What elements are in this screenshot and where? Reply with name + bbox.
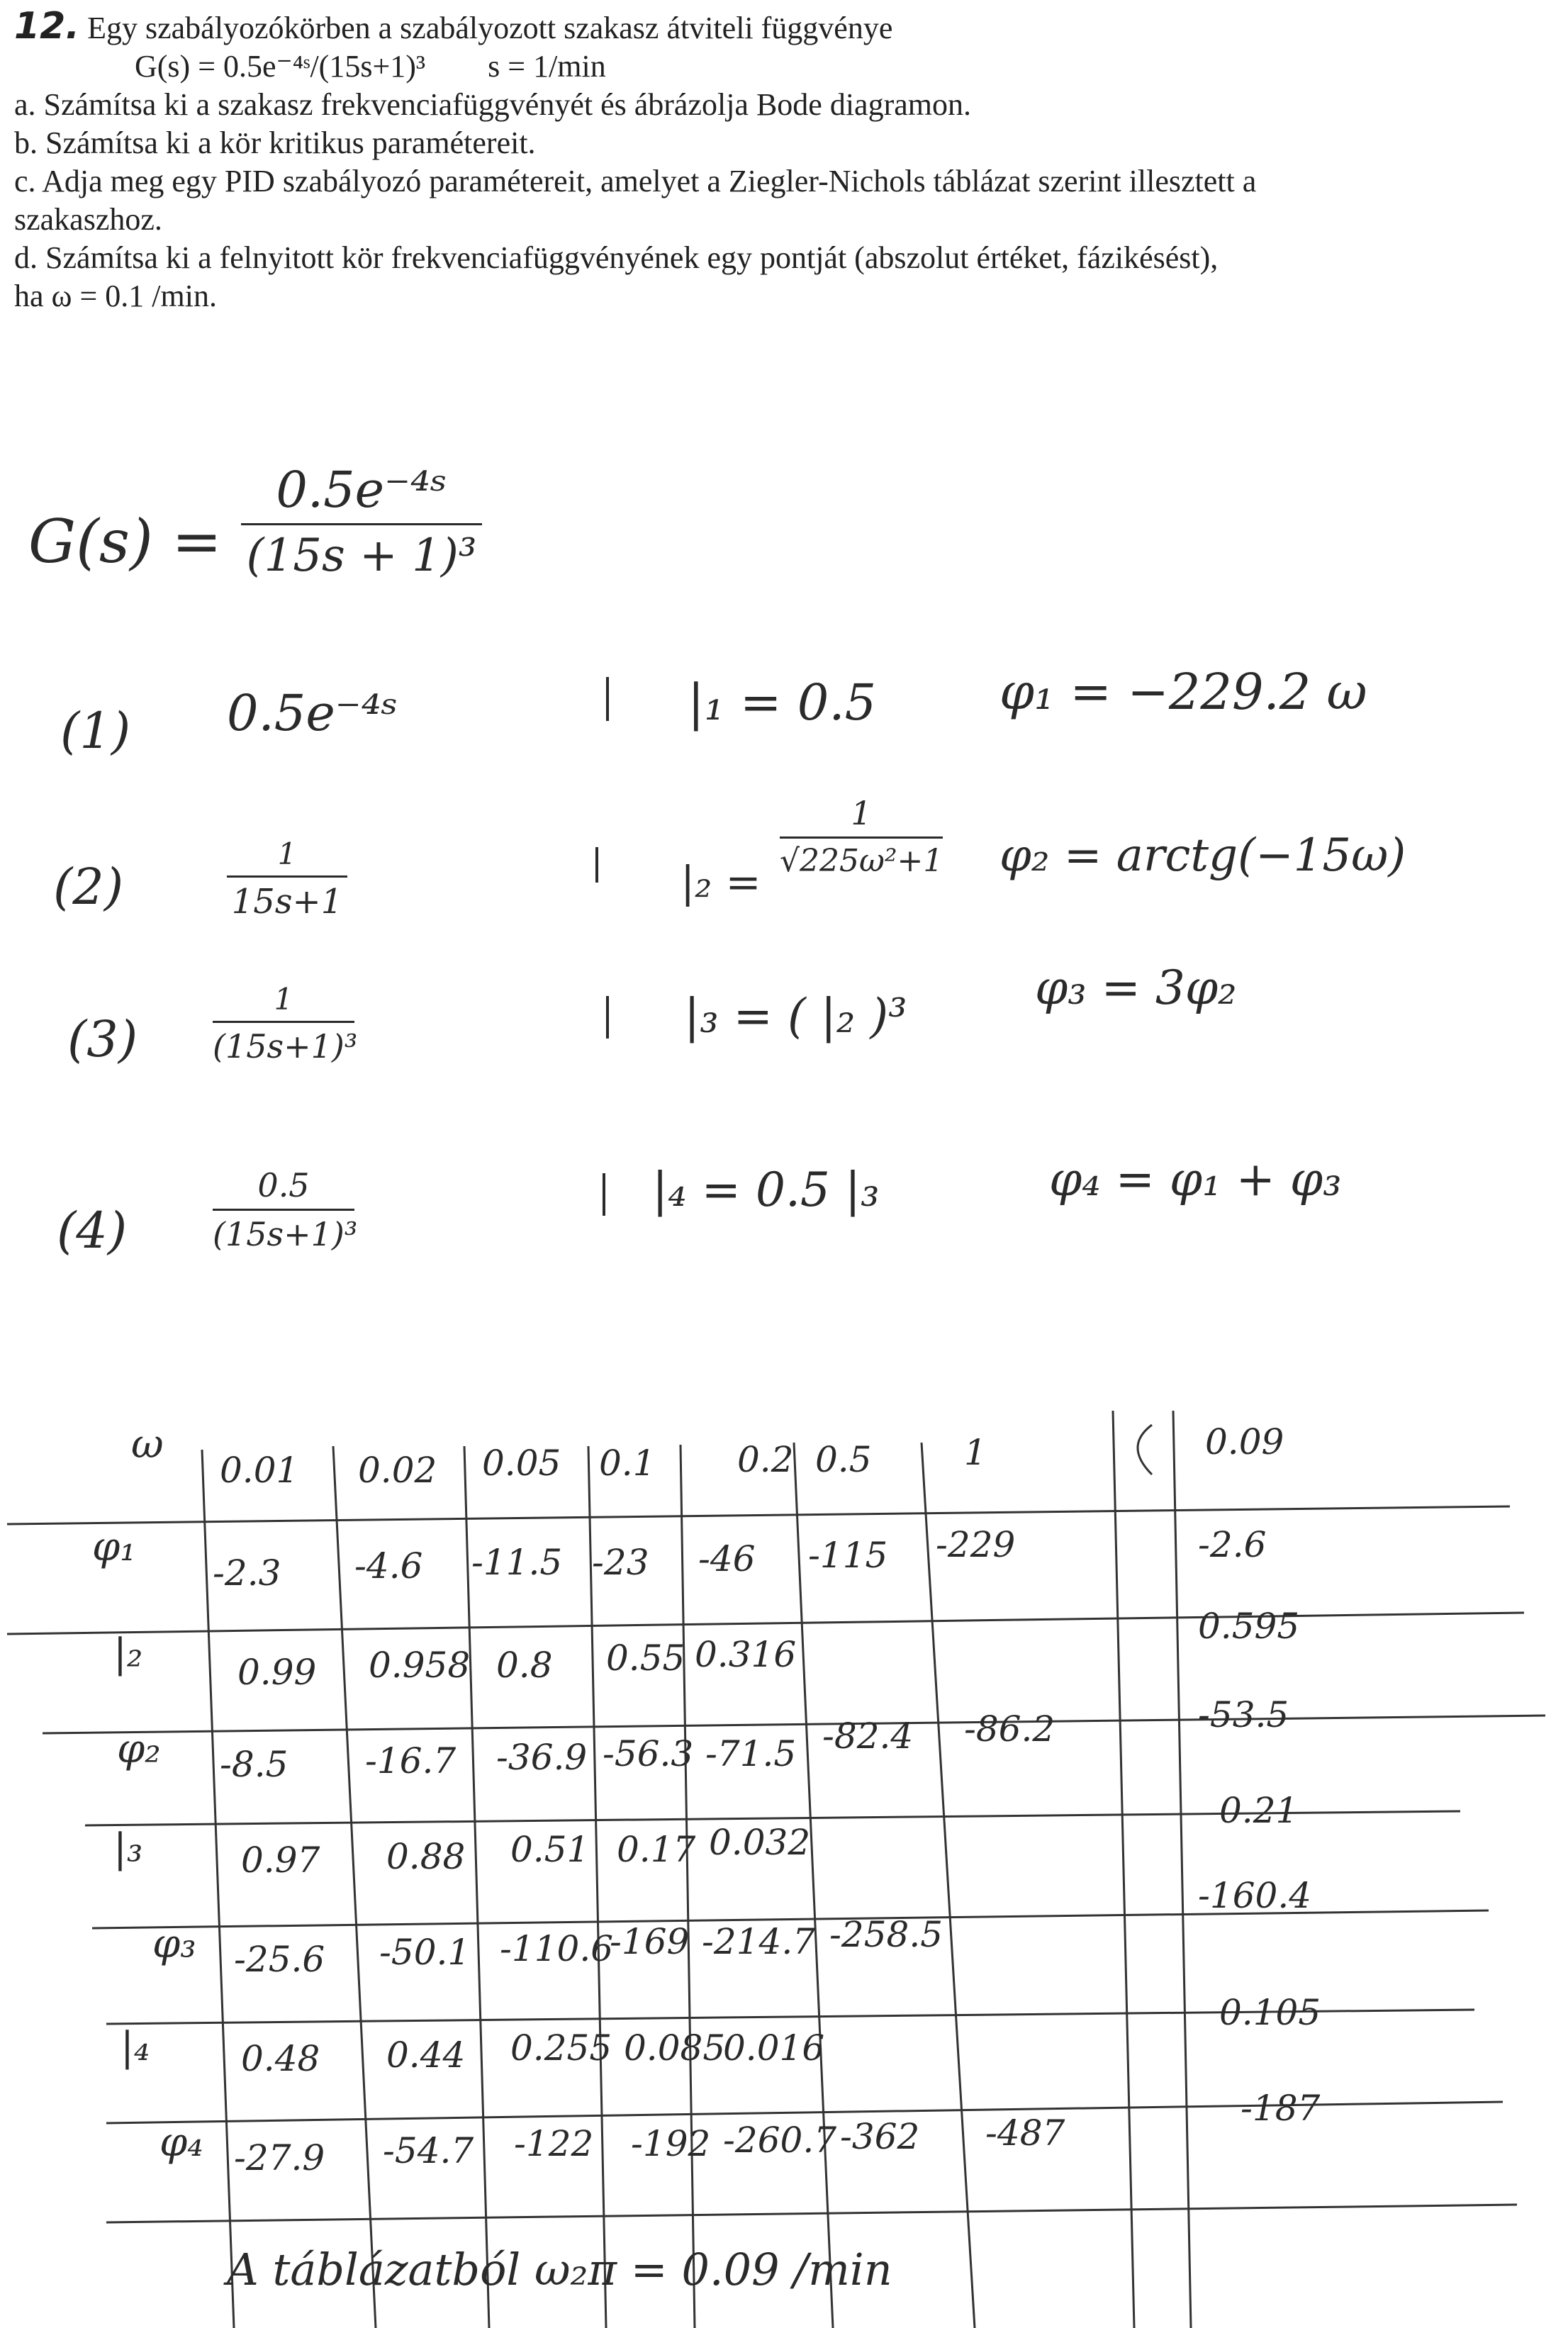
- table-cell: -46: [698, 1538, 756, 1579]
- component-2-numerator: 1: [277, 836, 297, 871]
- table-cell: 0.17: [617, 1829, 696, 1870]
- table-cell: -110.6: [500, 1928, 614, 1969]
- table-cell: -11.5: [471, 1542, 563, 1583]
- table-cell: -36.9: [496, 1737, 588, 1778]
- table-cell: -53.5: [1198, 1694, 1289, 1735]
- table-cell: 0.44: [386, 2035, 466, 2076]
- table-cell: -16.7: [365, 1740, 457, 1781]
- table-cell: -187: [1241, 2088, 1321, 2129]
- component-3-magnitude: |₃ = ( |₂ )³: [684, 989, 907, 1043]
- transfer-function: G(s) = 0.5e⁻⁴ˢ/(15s+1)³: [135, 49, 426, 84]
- table-cell: -160.4: [1198, 1875, 1312, 1916]
- component-1-phase: φ₁ = −229.2 ω: [999, 663, 1367, 721]
- table-cell: 0.05: [482, 1443, 561, 1484]
- table-curl: [1138, 1425, 1152, 1474]
- component-3-fraction: [213, 982, 358, 1065]
- component-2-label: (2): [53, 858, 124, 916]
- table-cell: 0.1: [599, 1443, 656, 1484]
- table-cell: -192: [631, 2123, 711, 2164]
- table-vline: [1113, 1411, 1134, 2328]
- problem-intro: Egy szabályozókörben a szabályozott szakasz átviteli függvénye: [87, 11, 893, 45]
- crossover-note: A táblázatból ω₂π = 0.09 /min: [227, 2244, 892, 2295]
- table-cell: 0.99: [237, 1652, 317, 1693]
- fraction-bar: [227, 875, 347, 878]
- table-cell: -362: [840, 2116, 920, 2157]
- component-1-expression: 0.5e⁻⁴ˢ: [227, 684, 398, 742]
- problem-intro-line: [14, 7, 1531, 47]
- table-cell: 0.255: [510, 2027, 612, 2069]
- table-cell: -2.3: [213, 1552, 281, 1594]
- g-label: G(s) =: [28, 507, 222, 576]
- row-label-phi2: φ₂: [117, 1726, 161, 1772]
- table-cell: 0.2: [737, 1439, 794, 1480]
- table-vline: [1173, 1411, 1191, 2328]
- table-cell: 0.02: [358, 1450, 437, 1491]
- component-3-denominator: (15s+1)³: [213, 1027, 358, 1065]
- component-2-fraction: [227, 836, 347, 922]
- table-cell: -27.9: [234, 2137, 325, 2178]
- table-cell: -169: [610, 1921, 690, 1962]
- g-denominator: (15s + 1)³: [246, 530, 477, 582]
- component-2-phase: φ₂ = arctg(−15ω): [999, 829, 1406, 882]
- fraction-bar: [213, 1209, 354, 1211]
- row-label-mag4: |₄: [121, 2024, 150, 2070]
- component-4-fraction: [213, 1166, 358, 1253]
- table-cell: -229: [936, 1524, 1016, 1565]
- table-vline: [922, 1443, 975, 2328]
- row-label-phi3: φ₃: [152, 1921, 196, 1967]
- table-cell: 0.085: [624, 2027, 726, 2069]
- component-3-numerator: 1: [274, 982, 293, 1017]
- component-1-magnitude: |₁ = 0.5: [688, 673, 877, 732]
- table-cell: 0.01: [220, 1450, 299, 1491]
- table-cell: -2.6: [1198, 1524, 1267, 1565]
- task-a: a. Számítsa ki a szakasz frekvenciafüggvényét és ábrázolja Bode diagramon.: [14, 87, 971, 122]
- table-cell: 1: [964, 1432, 987, 1473]
- table-cell: 0.5: [815, 1439, 872, 1480]
- time-unit: s = 1/min: [488, 49, 606, 84]
- table-cell: 0.8: [496, 1645, 553, 1686]
- component-4-label: (4): [57, 1202, 128, 1260]
- component-4-phase: φ₄ = φ₁ + φ₃: [1049, 1152, 1342, 1207]
- table-hline: [43, 1716, 1545, 1733]
- task-c-continued: szakaszhoz.: [14, 202, 162, 237]
- component-4-numerator: 0.5: [257, 1166, 310, 1204]
- table-hline: [106, 2205, 1517, 2222]
- component-2-magnitude-denominator: √225ω²+1: [780, 843, 943, 879]
- table-vline: [681, 1445, 695, 2328]
- table-hline: [7, 1506, 1510, 1524]
- task-c: c. Adja meg egy PID szabályozó paramétereit, amelyet a Ziegler-Nichols táblázat szerint illesztett a: [14, 164, 1257, 198]
- problem-statement: [14, 7, 1531, 315]
- table-cell: -86.2: [964, 1708, 1055, 1750]
- table-cell: 0.48: [241, 2038, 320, 2079]
- row-label-omega: ω: [131, 1421, 164, 1467]
- task-d: d. Számítsa ki a felnyitott kör frekvenciafüggvényének egy pontját (abszolut értéket, fázikésést),: [14, 240, 1219, 275]
- table-cell: -487: [985, 2112, 1065, 2154]
- table-cell: -260.7: [723, 2120, 837, 2161]
- row-label-phi1: φ₁: [92, 1524, 136, 1570]
- table-cell: -122: [514, 2123, 594, 2164]
- fraction-bar: [241, 523, 482, 525]
- fraction-bar: [780, 836, 943, 839]
- table-cell: 0.016: [723, 2027, 825, 2069]
- component-1-label: (1): [60, 702, 131, 760]
- table-cell: 0.09: [1205, 1421, 1284, 1462]
- table-cell: -82.4: [822, 1716, 914, 1757]
- table-cell: 0.51: [510, 1829, 590, 1870]
- component-2-magnitude-numerator: 1: [851, 794, 872, 832]
- table-cell: -115: [808, 1535, 888, 1576]
- component-4-magnitude: |₄ = 0.5 |₃: [652, 1163, 880, 1217]
- row-label-mag3: |₃: [113, 1825, 143, 1871]
- table-cell: -8.5: [220, 1744, 289, 1785]
- component-2-magnitude-fraction: [780, 794, 943, 879]
- row-label-mag2: |₂: [113, 1630, 143, 1677]
- table-cell: 0.55: [606, 1638, 685, 1679]
- table-cell: 0.88: [386, 1836, 466, 1877]
- g-numerator: 0.5e⁻⁴ˢ: [276, 461, 447, 519]
- component-3-phase: φ₃ = 3φ₂: [1035, 961, 1237, 1015]
- table-cell: 0.97: [241, 1840, 320, 1881]
- fraction-bar: [213, 1021, 354, 1023]
- table-cell: -56.3: [603, 1733, 694, 1774]
- separator-mark: [606, 996, 609, 1039]
- separator-mark: [603, 1173, 605, 1216]
- table-cell: -71.5: [705, 1733, 797, 1774]
- table-cell: 0.595: [1198, 1606, 1300, 1647]
- separator-mark: [606, 677, 609, 721]
- component-3-label: (3): [67, 1010, 138, 1068]
- component-2-magnitude-label: |₂ =: [681, 858, 761, 907]
- table-cell: -23: [592, 1542, 649, 1583]
- component-2-denominator: 15s+1: [231, 882, 343, 922]
- table-cell: 0.21: [1219, 1790, 1299, 1831]
- table-cell: 0.316: [695, 1634, 797, 1675]
- task-d-continued: ha ω = 0.1 /min.: [14, 279, 217, 313]
- table-cell: -258.5: [829, 1914, 943, 1955]
- table-cell: 0.032: [709, 1822, 811, 1863]
- table-cell: -54.7: [383, 2130, 474, 2171]
- table-cell: -214.7: [702, 1921, 816, 1962]
- transfer-function-line: [14, 47, 1531, 86]
- task-b: b. Számítsa ki a kör kritikus paramétereit.: [14, 125, 536, 160]
- row-label-phi4: φ₄: [159, 2120, 203, 2166]
- component-4-denominator: (15s+1)³: [213, 1215, 358, 1253]
- table-cell: -25.6: [234, 1939, 325, 1980]
- table-cell: -50.1: [379, 1932, 471, 1973]
- problem-number: 12.: [14, 5, 80, 47]
- g-fraction: [241, 461, 482, 582]
- table-cell: -4.6: [354, 1545, 423, 1586]
- table-cell: 0.105: [1219, 1992, 1321, 2033]
- separator-mark: [595, 847, 598, 883]
- table-cell: 0.958: [369, 1645, 471, 1686]
